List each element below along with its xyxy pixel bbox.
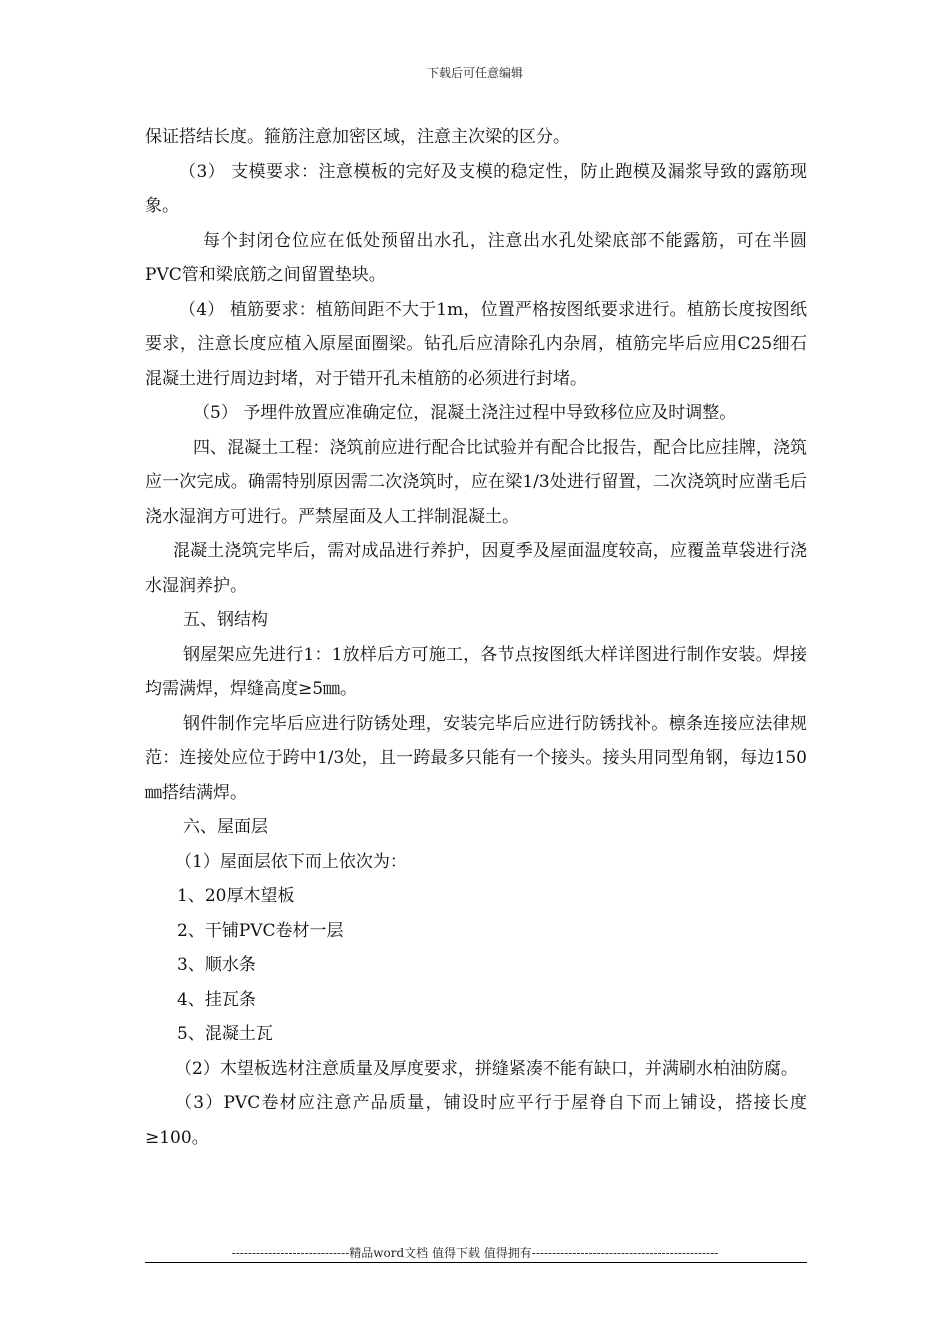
paragraph-wood-board-quality: （2）木望板选材注意质量及厚度要求，拼缝紧凑不能有缺口，并满刷水柏油防腐。 — [175, 1058, 798, 1079]
list-item-tile-batten: 4、挂瓦条 — [177, 989, 256, 1010]
heading-steel-structure: 五、钢结构 — [183, 610, 268, 630]
list-item-wood-board: 1、20厚木望板 — [177, 886, 295, 906]
page-header: 下载后可任意编辑 — [426, 66, 523, 80]
list-item-pvc-membrane: 2、干铺PVC卷材一层 — [177, 920, 344, 941]
paragraph-concrete-curing: 混凝土浇筑完毕后，需对成品进行养护，因夏季及屋面温度较高，应覆盖草袋进行浇水湿润养护。 — [145, 541, 807, 596]
paragraph-rebar-planting: （4） 植筋要求：植筋间距不大于1m，位置严格按图纸要求进行。植筋长度按图纸要求，注意长度应植入原屋面圈梁。钻孔后应清除孔内杂屑，植筋完毕后应用C25细石混凝土进行周边封堵，对于错开孔未植筋的必须进行封堵。 — [145, 299, 807, 389]
paragraph-pvc-quality: （3）PVC卷材应注意产品质量，铺设时应平行于屋脊自下而上铺设，搭接长度≥100。 — [145, 1093, 807, 1148]
list-item-concrete-tile: 5、混凝土瓦 — [177, 1024, 273, 1044]
heading-roof-layer: 六、屋面层 — [183, 817, 268, 837]
document-body — [145, 120, 807, 1155]
list-item-counter-batten: 3、顺水条 — [177, 955, 256, 975]
paragraph-stirrup-note: 保证搭结长度。箍筋注意加密区域，注意主次梁的区分。 — [145, 127, 570, 147]
paragraph-drain-holes: 每个封闭仓位应在低处预留出水孔，注意出水孔处梁底部不能露筋，可在半圆PVC管和梁底筋之间留置垫块。 — [145, 230, 807, 285]
paragraph-formwork-requirements: （3） 支模要求：注意模板的完好及支模的稳定性，防止跑模及漏浆导致的露筋现象。 — [145, 161, 807, 216]
paragraph-embedded-parts: （5） 予埋件放置应准确定位，混凝土浇注过程中导致移位应及时调整。 — [193, 403, 737, 423]
paragraph-rust-protection: 钢件制作完毕后应进行防锈处理，安装完毕后应进行防锈找补。檩条连接应法律规范：连接处应位于跨中1/3处，且一跨最多只能有一个接头。接头用同型角钢，每边150㎜搭结满焊。 — [145, 713, 807, 803]
footer-divider — [145, 1262, 807, 1263]
paragraph-roof-layers-intro: （1）屋面层依下而上依次为： — [175, 851, 407, 872]
paragraph-steel-truss: 钢屋架应先进行1：1放样后方可施工，各节点按图纸大样详图进行制作安装。焊接均需满焊，焊缝高度≥5㎜。 — [145, 644, 807, 699]
page-footer-text: -----------------------------精品word文档 值得下载 值得拥有---------------------------------------------- — [231, 1246, 719, 1260]
paragraph-concrete-works: 四、混凝土工程：浇筑前应进行配合比试验并有配合比报告，配合比应挂牌，浇筑应一次完成。确需特别原因需二次浇筑时，应在梁1/3处进行留置，二次浇筑时应凿毛后浇水湿润方可进行。严禁屋面及人工拌制混凝土。 — [145, 437, 807, 527]
